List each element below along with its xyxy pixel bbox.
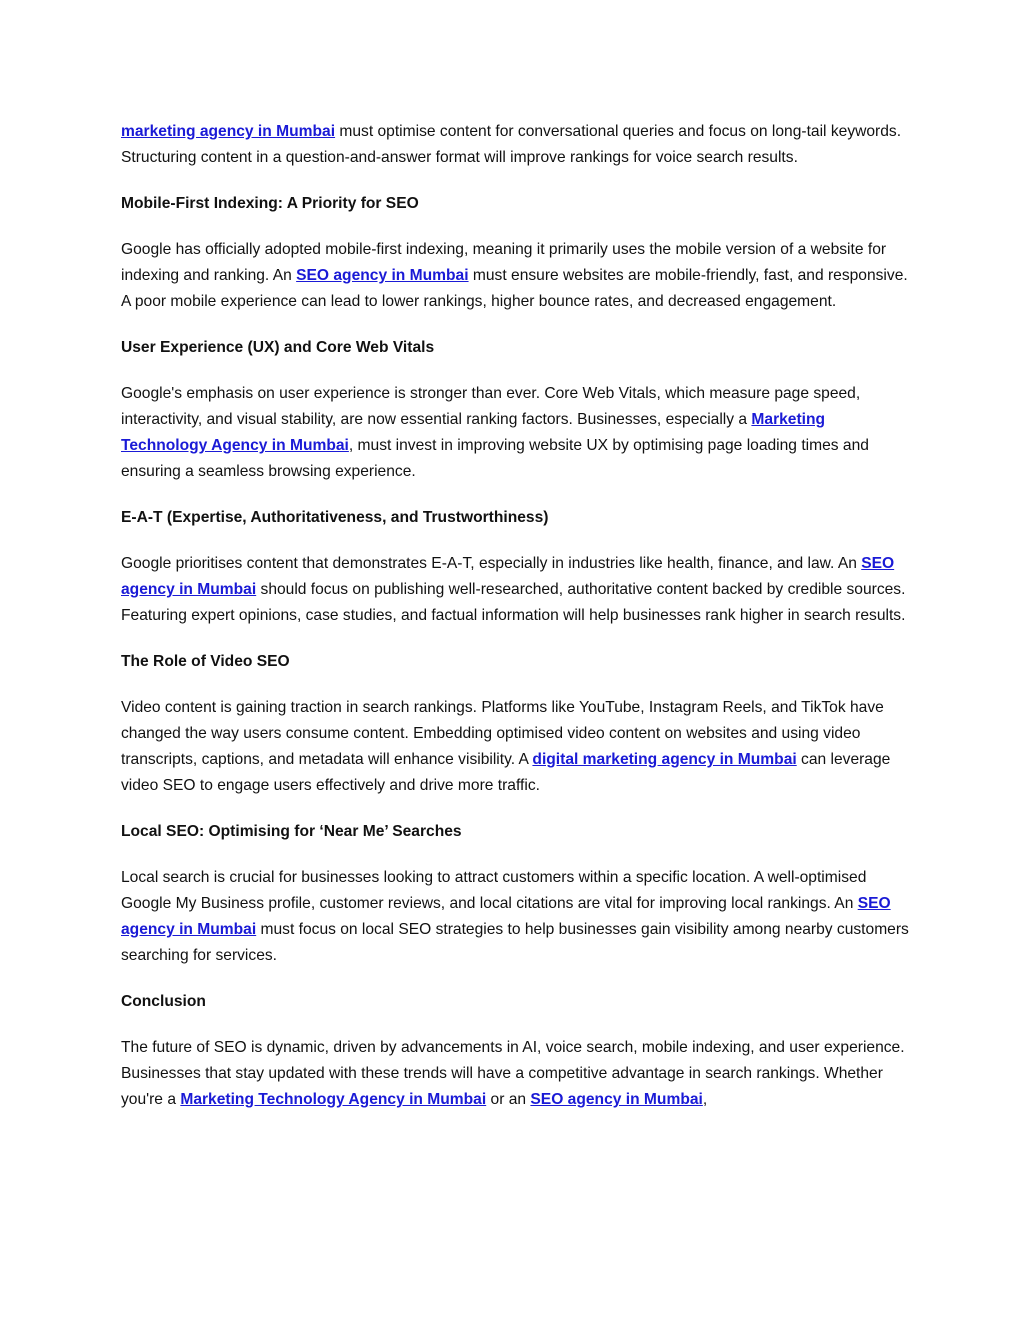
paragraph-text: Google prioritises content that demonstrates E-A-T, especially in industries like health, finance, and law. An [121, 555, 862, 572]
body-paragraph [121, 237, 911, 315]
document-page [121, 119, 911, 1133]
body-paragraph [121, 119, 911, 171]
paragraph-text: or an [486, 1091, 531, 1108]
paragraph-text: must optimise content for conversational queries and focus on long-tail keywords. Structuring content in a question-and-answer format will improve rankings for voice search results. [121, 123, 902, 166]
body-paragraph [121, 1035, 911, 1113]
inline-link[interactable]: SEO agency in Mumbai [296, 267, 469, 284]
paragraph-text: , must invest in improving website UX by optimising page loading times and ensuring a seamless browsing experience. [121, 437, 869, 480]
inline-link[interactable]: Marketing Technology Agency in Mumbai [121, 411, 826, 454]
section-heading [121, 989, 911, 1015]
paragraph-text: Google's emphasis on user experience is stronger than ever. Core Web Vitals, which measure page speed, interactivity, and visual stability, are now essential ranking factors. Businesses, especially a [121, 385, 861, 428]
paragraph-text: must ensure websites are mobile-friendly, fast, and responsive. A poor mobile experience can lead to lower rankings, higher bounce rates, and decreased engagement. [121, 267, 908, 310]
inline-link[interactable]: SEO agency in Mumbai [530, 1091, 703, 1108]
inline-link[interactable]: digital marketing agency in Mumbai [532, 751, 797, 768]
section-heading [121, 191, 911, 217]
paragraph-text: should focus on publishing well-researched, authoritative content backed by credible sources. Featuring expert opinions, case studies, and factual information will help businesses rank higher in search results. [121, 581, 906, 624]
paragraph-text: can leverage video SEO to engage users effectively and drive more traffic. [121, 751, 891, 794]
body-paragraph [121, 865, 911, 969]
body-paragraph [121, 381, 911, 485]
section-heading [121, 819, 911, 845]
body-paragraph [121, 695, 911, 799]
paragraph-text: must focus on local SEO strategies to help businesses gain visibility among nearby customers searching for services. [121, 921, 909, 964]
section-heading [121, 649, 911, 675]
paragraph-text: Local search is crucial for businesses looking to attract customers within a specific location. A well-optimised Google My Business profile, customer reviews, and local citations are vital for improving local rankings. An [121, 869, 867, 912]
heading-text: E-A-T (Expertise, Authoritativeness, and Trustworthiness) [121, 509, 549, 526]
heading-text: Mobile-First Indexing: A Priority for SEO [121, 195, 419, 212]
inline-link[interactable]: marketing agency in Mumbai [121, 123, 336, 140]
paragraph-text: Google has officially adopted mobile-first indexing, meaning it primarily uses the mobile version of a website for indexing and ranking. An [121, 241, 887, 284]
inline-link[interactable]: Marketing Technology Agency in Mumbai [180, 1091, 487, 1108]
heading-text: Local SEO: Optimising for ‘Near Me’ Searches [121, 823, 462, 840]
paragraph-text: Video content is gaining traction in search rankings. Platforms like YouTube, Instagram Reels, and TikTok have changed the way users consume content. Embedding optimised video content on websites and using video transcripts, captions, and metadata will enhance visibility. A [121, 699, 884, 768]
heading-text: Conclusion [121, 993, 206, 1010]
paragraph-text: The future of SEO is dynamic, driven by advancements in AI, voice search, mobile indexing, and user experience. Businesses that stay updated with these trends will have a competitive advantage in search rankings. Whether you're a [121, 1039, 905, 1108]
heading-text: The Role of Video SEO [121, 653, 290, 670]
inline-link[interactable]: SEO agency in Mumbai [121, 555, 895, 598]
section-heading [121, 505, 911, 531]
inline-link[interactable]: SEO agency in Mumbai [121, 895, 891, 938]
section-heading [121, 335, 911, 361]
body-paragraph [121, 551, 911, 629]
paragraph-text: , [702, 1091, 708, 1108]
heading-text: User Experience (UX) and Core Web Vitals [121, 339, 435, 356]
